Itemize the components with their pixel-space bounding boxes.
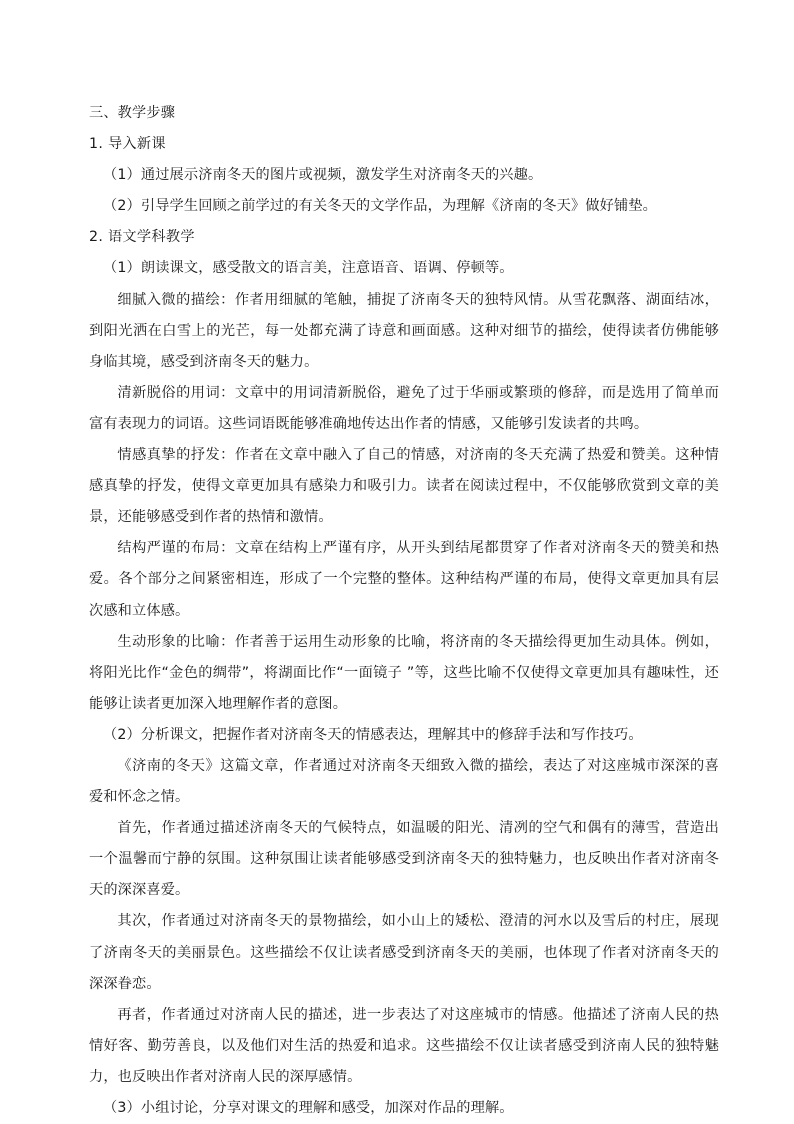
feature-paragraph-emotion: 情感真挚的抒发：作者在文章中融入了自己的情感，对济南的冬天充满了热爱和赞美。这种情感真挚的抒发，使得文章更加具有感染力和吸引力。读者在阅读过程中，不仅能够欣赏到文章的美景，还能够感受到作者的热情和激情。 xyxy=(89,447,719,526)
analysis-paragraph-second: 其次，作者通过对济南冬天的景物描绘，如小山上的矮松、澄清的河水以及雪后的村庄，展现了济南冬天的美丽景色。这些描绘不仅让读者感受到济南冬天的美丽，也体现了作者对济南冬天的深深眷恋。 xyxy=(89,913,719,992)
step1-item-1: （1）通过展示济南冬天的图片或视频，激发学生对济南冬天的兴趣。 xyxy=(103,167,543,184)
step2-item-3: （3）小组讨论，分享对课文的理解和感受，加深对作品的理解。 xyxy=(103,1100,514,1116)
step2-heading: 2. 语文学科教学 xyxy=(89,229,195,246)
document-body xyxy=(89,98,719,1124)
feature-paragraph-metaphor: 生动形象的比喻：作者善于运用生动形象的比喻，将济南的冬天描绘得更加生动具体。例如，将阳光比作“金色的绸带”，将湖面比作“一面镜子 ”等，这些比喻不仅使得文章更加具有趣味性，还能够让读者更加深入地理解作者的意图。 xyxy=(89,633,719,712)
step1-heading: 1. 导入新课 xyxy=(89,136,166,153)
step2-item-2: （2）分析课文，把握作者对济南冬天的情感表达，理解其中的修辞手法和写作技巧。 xyxy=(103,726,643,743)
feature-paragraph-detail: 细腻入微的描绘：作者用细腻的笔触，捕捉了济南冬天的独特风情。从雪花飘落、湖面结冰，到阳光洒在白雪上的光芒，每一处都充满了诗意和画面感。这种对细节的描绘，使得读者仿佛能够身临其境，感受到济南冬天的魅力。 xyxy=(89,291,719,370)
feature-paragraph-structure: 结构严谨的布局：文章在结构上严谨有序，从开头到结尾都贯穿了作者对济南冬天的赞美和热爱。各个部分之间紧密相连，形成了一个完整的整体。这种结构严谨的布局，使得文章更加具有层次感和立体感。 xyxy=(89,540,719,619)
step1-item-2: （2）引导学生回顾之前学过的有关冬天的文学作品，为理解《济南的冬天》做好铺垫。 xyxy=(103,198,658,215)
section-heading: 三、教学步骤 xyxy=(89,105,176,121)
analysis-paragraph-first: 首先，作者通过描述济南冬天的气候特点，如温暖的阳光、清冽的空气和偶有的薄雪，营造出一个温馨而宁静的氛围。这种氛围让读者能够感受到济南冬天的独特魅力，也反映出作者对济南冬天的深深喜爱。 xyxy=(89,820,719,899)
step2-item-1: （1）朗读课文，感受散文的语言美，注意语音、语调、停顿等。 xyxy=(103,260,514,277)
feature-paragraph-wording: 清新脱俗的用词：文章中的用词清新脱俗，避免了过于华丽或繁琐的修辞，而是选用了简单而富有表现力的词语。这些词语既能够准确地传达出作者的情感，又能够引发读者的共鸣。 xyxy=(89,384,719,432)
analysis-paragraph-third: 再者，作者通过对济南人民的描述，进一步表达了对这座城市的情感。他描述了济南人民的热情好客、勤劳善良，以及他们对生活的热爱和追求。这些描绘不仅让读者感受到济南人民的独特魅力，也反映出作者对济南人民的深厚感情。 xyxy=(89,1006,719,1085)
analysis-paragraph-intro: 《济南的冬天》这篇文章，作者通过对济南冬天细致入微的描绘，表达了对这座城市深深的喜爱和怀念之情。 xyxy=(89,757,719,806)
